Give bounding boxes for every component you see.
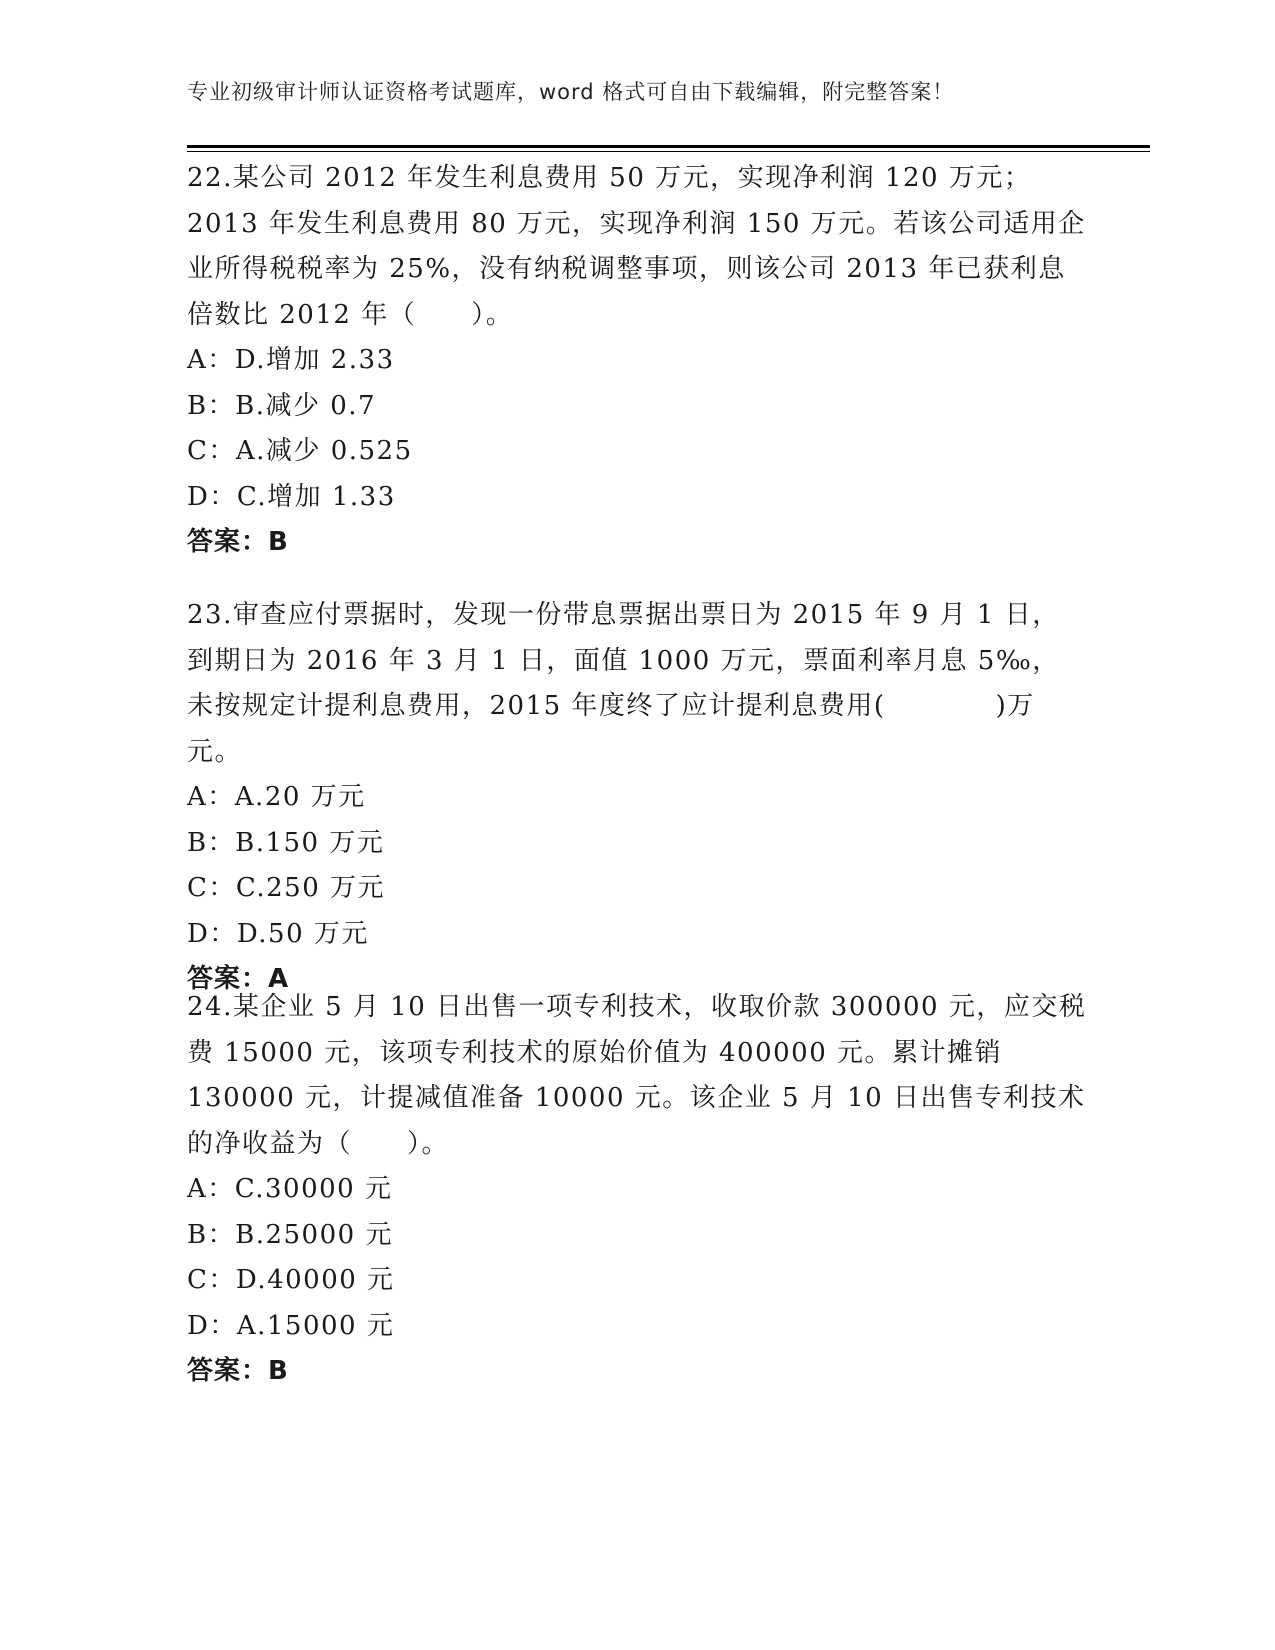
page-header: 专业初级审计师认证资格考试题库，word 格式可自由下载编辑，附完整答案！ bbox=[187, 80, 955, 104]
option-d: D：C.增加 1.33 bbox=[187, 481, 396, 512]
option-c: C：A.减少 0.525 bbox=[187, 436, 413, 466]
option-b: B：B.减少 0.7 bbox=[187, 390, 377, 421]
question-text: 22.某公司 2012 年发生利息费用 50 万元，实现净利润 120 万元；2013 年发生利息费用 80 万元，实现净利润 150 万元。若该公司适用企业所得税税率为 25%，没有纳税调整事项，则该公司 2013 年已获利息倍数比 2012 年（ ）。 bbox=[187, 163, 1086, 330]
option-b: B：B.25000 元 bbox=[187, 1219, 393, 1250]
question-text: 23.审查应付票据时，发现一份带息票据出票日为 2015 年 9 月 1 日，到期日为 2016 年 3 月 1 日，面值 1000 万元，票面利率月息 5‰，未按规定计提利息费用，2015 年度终了应计提利息费用( )万元。 bbox=[187, 600, 1060, 767]
option-c: C：C.250 万元 bbox=[187, 873, 386, 903]
question-24 bbox=[187, 985, 1087, 1395]
option-a: A：A.20 万元 bbox=[187, 782, 366, 812]
option-a: A：D.增加 2.33 bbox=[187, 345, 395, 375]
option-b: B：B.150 万元 bbox=[187, 827, 385, 858]
answer-line: 答案：A bbox=[187, 964, 290, 994]
option-c: C：D.40000 元 bbox=[187, 1265, 395, 1295]
header-rule-thick bbox=[187, 145, 1150, 148]
option-a: A：C.30000 元 bbox=[187, 1174, 393, 1204]
answer-line: 答案：B bbox=[187, 527, 289, 557]
header-rule-thin bbox=[187, 151, 1150, 152]
question-22 bbox=[187, 156, 1087, 566]
option-d: D：D.50 万元 bbox=[187, 918, 369, 949]
option-d: D：A.15000 元 bbox=[187, 1310, 395, 1341]
answer-line: 答案：B bbox=[187, 1356, 289, 1386]
question-text: 24.某企业 5 月 10 日出售一项专利技术，收取价款 300000 元，应交税费 15000 元，该项专利技术的原始价值为 400000 元。累计摊销 130000 元，计提减值准备 10000 元。该企业 5 月 10 日出售专利技术的净收益为（ ）。 bbox=[187, 992, 1087, 1159]
question-23 bbox=[187, 593, 1087, 1003]
